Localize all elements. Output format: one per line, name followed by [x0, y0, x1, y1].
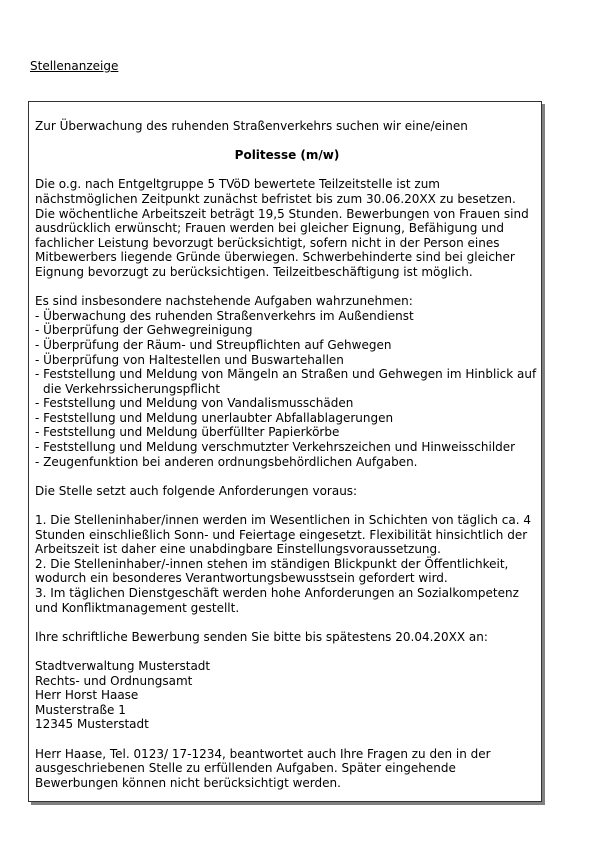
task-item: - Überprüfung der Gehwegreinigung	[35, 323, 253, 338]
task-list	[35, 309, 539, 470]
requirement-item: 1. Die Stelleninhaber/innen werden im Wesentlichen in Schichten von täglich ca. 4 Stunden einschließlich Sonn- und Feiertage eingesetzt. Flexibilität hinsichtlich der Arbeitszeit ist daher eine unabdingbare Einstellungsvoraussetzung.	[35, 513, 532, 557]
address-line: Rechts- und Ordnungsamt	[35, 673, 193, 688]
address-line: Stadtverwaltung Musterstadt	[35, 658, 211, 673]
address-line: Musterstraße 1	[35, 702, 126, 717]
job-title: Politesse (m/w)	[234, 148, 340, 163]
intro-text: Zur Überwachung des ruhenden Straßenverkehrs suchen wir eine/einen	[35, 119, 468, 133]
task-item: - Feststellung und Meldung von Vandalismusschäden	[35, 396, 354, 411]
task-item: - Überprüfung der Räum- und Streupflichten auf Gehwegen	[35, 337, 392, 352]
advertisement-content	[35, 119, 539, 790]
address-line: Herr Horst Haase	[35, 688, 139, 703]
application-intro: Ihre schriftliche Bewerbung senden Sie bitte bis spätestens 20.04.20XX an:	[35, 629, 488, 644]
tasks-intro: Es sind insbesondere nachstehende Aufgaben wahrzunehmen:	[35, 294, 413, 309]
closing-text: Herr Haase, Tel. 0123/ 17-1234, beantwortet auch Ihre Fragen zu den in der ausgeschriebenen Stelle zu erfüllenden Aufgaben. Später eingehende Bewerbungen können nicht berücksichtigt werden.	[35, 746, 491, 790]
task-item: - Feststellung und Meldung verschmutzter Verkehrszeichen und Hinweisschilder	[35, 440, 516, 455]
task-item: - Feststellung und Meldung überfüllter Papierkörbe	[35, 425, 340, 440]
address-block	[35, 659, 539, 732]
task-item: - Feststellung und Meldung von Mängeln an Straßen und Gehwegen im Hinblick auf die Verkehrssicherungspflicht	[35, 367, 537, 396]
document-heading: Stellenanzeige	[30, 59, 119, 73]
address-line: 12345 Musterstadt	[35, 717, 149, 732]
description-text: Die o.g. nach Entgeltgruppe 5 TVöD bewertete Teilzeitstelle ist zum nächstmöglichen Zeitpunkt zunächst befristet bis zum 30.06.20XX zu besetzen. Die wöchentliche Arbeitszeit beträgt 19,5 Stunden. Bewerbungen von Frauen sind ausdrücklich erwünscht; Frauen werden bei gleicher Eignung, Befähigung und fachlicher Leistung bevorzugt berücksichtigt, sofern nicht in der Person eines Mitbewerbers liegende Gründe überwiegen. Schwerbehinderte sind bei gleicher Eignung bevorzugt zu berücksichtigen. Teilzeitbeschäftigung ist möglich.	[35, 177, 529, 279]
requirement-item: 3. Im täglichen Dienstgeschäft werden hohe Anforderungen an Sozialkompetenz und Konfliktmanagement gestellt.	[35, 586, 519, 615]
task-item: - Zeugenfunktion bei anderen ordnungsbehördlichen Aufgaben.	[35, 454, 418, 469]
job-advertisement-box	[28, 101, 542, 802]
task-item: - Überwachung des ruhenden Straßenverkehrs im Außendienst	[35, 308, 414, 323]
requirements-list	[35, 513, 539, 615]
requirements-intro: Die Stelle setzt auch folgende Anforderungen voraus:	[35, 483, 358, 498]
requirement-item: 2. Die Stelleninhaber/-innen stehen im ständigen Blickpunkt der Öffentlichkeit, wodurch ein besonderes Verantwortungsbewusstsein gefordert wird.	[35, 556, 509, 586]
task-item: - Überprüfung von Haltestellen und Buswartehallen	[35, 352, 344, 367]
task-item: - Feststellung und Meldung unerlaubter Abfallablagerungen	[35, 410, 394, 425]
